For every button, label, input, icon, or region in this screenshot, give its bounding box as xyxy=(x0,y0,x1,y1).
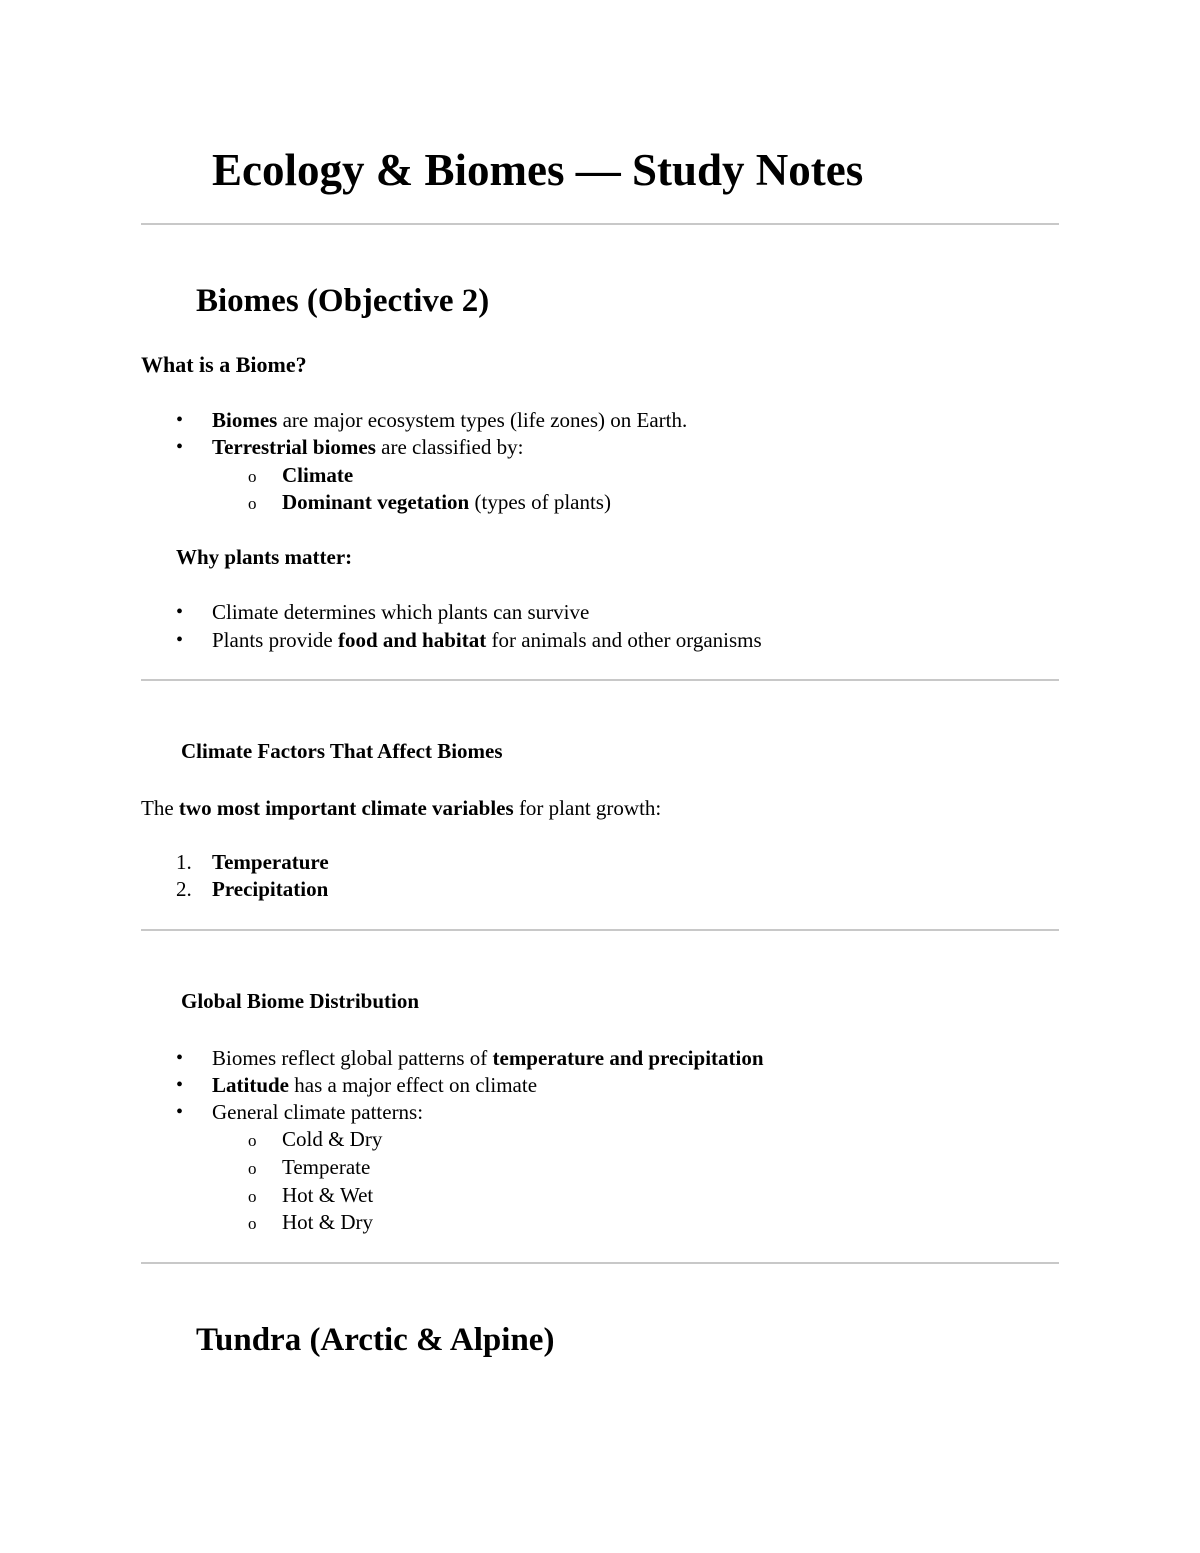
bullet-icon: • xyxy=(176,629,184,651)
divider xyxy=(141,929,1059,931)
numbered-item xyxy=(212,876,328,903)
sub-list-item-bold: Climate xyxy=(282,463,354,487)
list-item: General climate patterns: xyxy=(212,1100,424,1124)
bullet-icon: • xyxy=(176,1047,184,1069)
list-item-bold: Terrestrial biomes xyxy=(212,435,376,459)
list-item-text: Biomes reflect global patterns of xyxy=(212,1046,493,1070)
section-heading-climate-factors: Climate Factors That Affect Biomes xyxy=(181,739,503,763)
list-item: Climate determines which plants can survive xyxy=(212,600,590,624)
sub-list-item-bold: Dominant vegetation xyxy=(282,490,470,514)
numbered-item xyxy=(212,849,329,876)
sub-list-item xyxy=(282,489,611,516)
sub-list-item: Hot & Dry xyxy=(282,1210,373,1234)
subheading-what-is-biome: What is a Biome? xyxy=(141,352,307,377)
paragraph xyxy=(141,795,661,822)
bullet-icon: • xyxy=(176,601,184,623)
list-item-text: for animals and other organisms xyxy=(486,628,762,652)
divider xyxy=(141,679,1059,681)
circle-bullet-icon: o xyxy=(248,1131,257,1150)
sub-list-item-text: (types of plants) xyxy=(469,490,611,514)
numbered-item-bold: Precipitation xyxy=(212,877,329,901)
bullet-icon: • xyxy=(176,436,184,458)
list-item-bold: Latitude xyxy=(212,1073,290,1097)
list-item-bold: Biomes xyxy=(212,408,278,432)
list-item-bold: food and habitat xyxy=(338,628,487,652)
circle-bullet-icon: o xyxy=(248,1159,257,1178)
list-item-text: are major ecosystem types (life zones) on Earth. xyxy=(277,408,688,432)
sub-list-item xyxy=(282,462,353,489)
section-heading-global-distribution: Global Biome Distribution xyxy=(181,989,420,1013)
list-item-text: are classified by: xyxy=(375,435,524,459)
list-number: 1. xyxy=(176,850,192,874)
list-item-bold: temperature and precipitation xyxy=(492,1046,764,1070)
list-item-text: has a major effect on climate xyxy=(289,1073,538,1097)
document-title: Ecology & Biomes — Study Notes xyxy=(212,145,864,195)
section-heading-tundra: Tundra (Arctic & Alpine) xyxy=(196,1322,555,1358)
circle-bullet-icon: o xyxy=(248,494,257,513)
list-item xyxy=(212,1072,537,1099)
list-item xyxy=(212,1045,764,1072)
sub-list-item: Cold & Dry xyxy=(282,1127,383,1151)
circle-bullet-icon: o xyxy=(248,1214,257,1233)
bullet-icon: • xyxy=(176,1074,184,1096)
divider xyxy=(141,223,1059,225)
bullet-icon: • xyxy=(176,409,184,431)
list-item xyxy=(212,434,523,461)
paragraph-text: for plant growth: xyxy=(513,796,662,820)
bullet-icon: • xyxy=(176,1101,184,1123)
paragraph-text: The xyxy=(141,796,179,820)
list-item-text: Plants provide xyxy=(212,628,338,652)
divider xyxy=(141,1262,1059,1264)
list-item xyxy=(212,407,687,434)
sub-list-item: Hot & Wet xyxy=(282,1183,374,1207)
list-item xyxy=(212,627,762,654)
circle-bullet-icon: o xyxy=(248,1187,257,1206)
circle-bullet-icon: o xyxy=(248,467,257,486)
sub-list-item: Temperate xyxy=(282,1155,371,1179)
list-number: 2. xyxy=(176,877,192,901)
subheading-why-plants: Why plants matter: xyxy=(176,545,353,569)
numbered-item-bold: Temperature xyxy=(212,850,329,874)
paragraph-bold: two most important climate variables xyxy=(178,796,514,820)
section-heading-biomes: Biomes (Objective 2) xyxy=(196,283,490,319)
